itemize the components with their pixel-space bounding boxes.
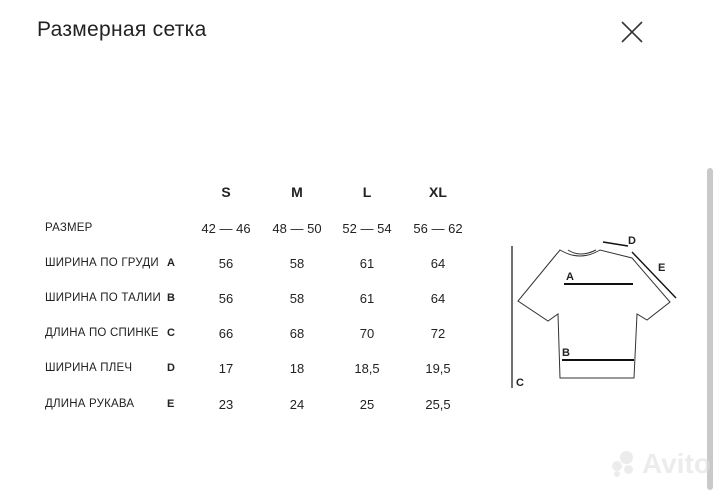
table-cell: 58	[289, 256, 305, 271]
table-cell: 66	[218, 326, 234, 341]
diagram-label-a: A	[566, 271, 574, 283]
avito-watermark	[612, 448, 711, 480]
table-cell: 18,5	[354, 361, 380, 376]
table-cell: 64	[430, 256, 446, 271]
table-cell: 42 — 46	[201, 221, 251, 236]
table-cell: 61	[359, 256, 375, 271]
row-label-sleeve: ДЛИНА РУКАВА	[45, 398, 135, 410]
size-header-xl: XL	[429, 184, 447, 200]
size-header-s: S	[221, 184, 231, 200]
table-cell: 61	[359, 291, 375, 306]
table-cell: 58	[289, 291, 305, 306]
diagram-label-b: B	[562, 347, 570, 359]
diagram-label-e: E	[658, 262, 666, 274]
close-button[interactable]	[617, 17, 647, 47]
table-cell: 52 — 54	[342, 221, 392, 236]
table-cell: 72	[430, 326, 446, 341]
row-letter: D	[167, 362, 175, 374]
table-cell: 18	[289, 361, 305, 376]
table-cell: 23	[218, 397, 234, 412]
table-cell: 68	[289, 326, 305, 341]
table-cell: 25	[359, 397, 375, 412]
table-cell: 56	[218, 256, 234, 271]
table-cell: 48 — 50	[272, 221, 322, 236]
watermark-text: Avito	[642, 448, 711, 479]
row-label-chest: ШИРИНА ПО ГРУДИ	[45, 257, 159, 269]
scrollbar[interactable]	[707, 168, 713, 490]
close-icon	[617, 17, 647, 47]
table-cell: 70	[359, 326, 375, 341]
size-header-m: M	[291, 184, 303, 200]
row-label-back-length: ДЛИНА ПО СПИНКЕ	[45, 327, 159, 339]
table-cell: 25,5	[425, 397, 451, 412]
row-label-shoulder: ШИРИНА ПЛЕЧ	[45, 362, 133, 374]
table-cell: 56 — 62	[413, 221, 463, 236]
table-cell: 64	[430, 291, 446, 306]
diagram-label-c: C	[516, 377, 524, 389]
row-letter: B	[167, 292, 175, 304]
page-title: Размерная сетка	[37, 18, 207, 41]
table-cell: 17	[218, 361, 234, 376]
row-letter: A	[167, 257, 175, 269]
diagram-label-d: D	[628, 235, 636, 247]
table-cell: 56	[218, 291, 234, 306]
tshirt-icon	[500, 228, 695, 398]
table-cell: 19,5	[425, 361, 451, 376]
tshirt-diagram	[500, 228, 695, 403]
avito-logo-icon	[612, 451, 638, 477]
table-cell: 24	[289, 397, 305, 412]
row-letter: C	[167, 327, 175, 339]
row-label-size: РАЗМЕР	[45, 222, 93, 234]
row-letter: E	[167, 398, 175, 410]
row-label-waist: ШИРИНА ПО ТАЛИИ	[45, 292, 161, 304]
size-header-l: L	[362, 184, 372, 200]
